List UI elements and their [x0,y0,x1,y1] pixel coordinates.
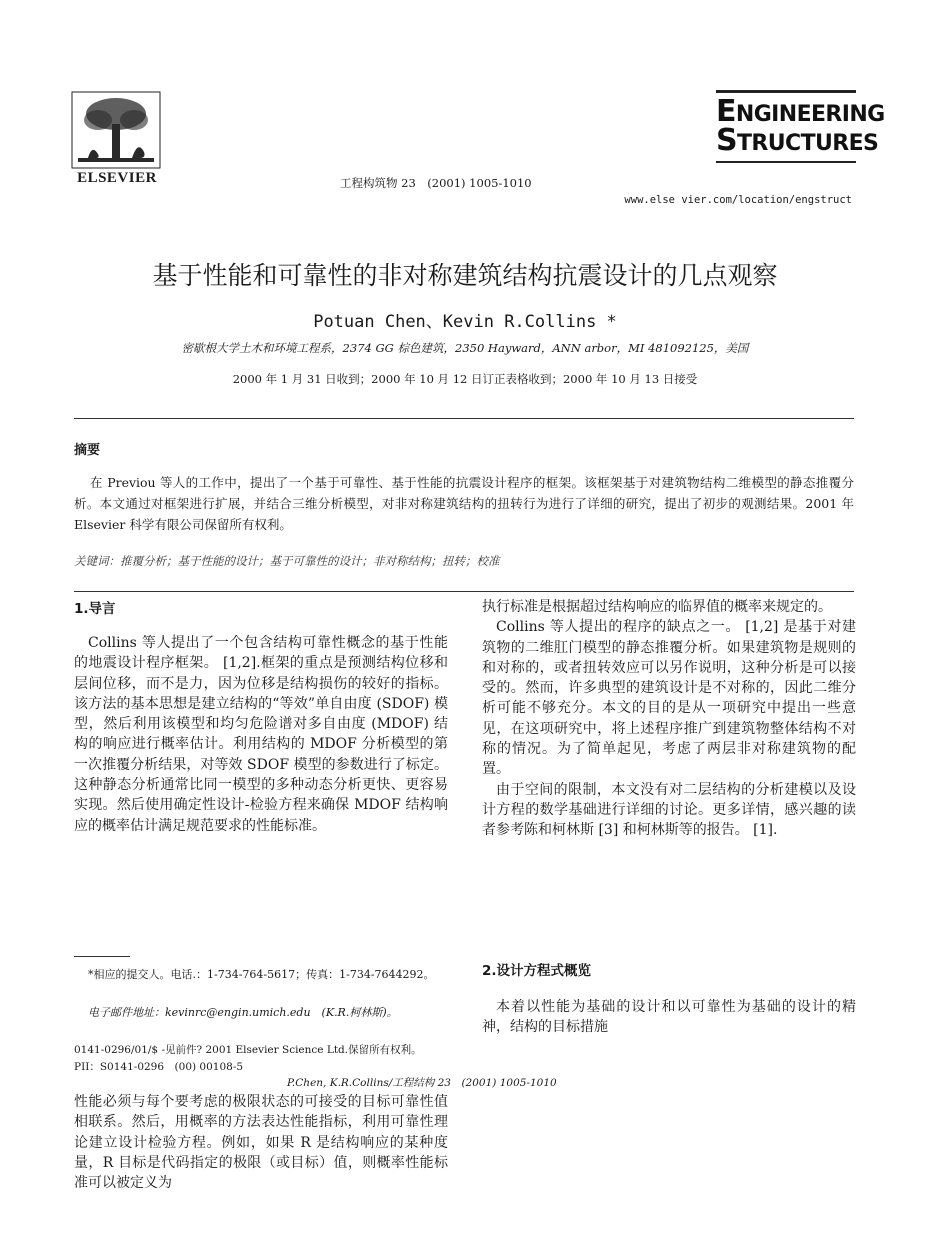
copyright-block [74,1042,422,1076]
section2-paragraph-1: 本着以性能为基础的设计和以可靠性为基础的设计的精神，结构的目标措施 [482,999,856,1036]
journal-logo-rule-top [716,90,856,93]
right-paragraph-2: Collins 等人提出的程序的缺点之一。 [1,2] 是基于对建筑物的二维肛门模型的静态推覆分析。如果建筑物是规则的和对称的，或者扭转效应可以另作说明，这种分析是可以接受的。然而，许多典型的建筑设计是不对称的，因此二维分析可能不够充分。本文的目的是从一项研究中提出一些意见，在这项研究中，将上述程序推广到建筑物整体结构不对称的情况。为了简单起见，考虑了两层非对称建筑物的配置。 [482,619,856,778]
footnote-divider [74,956,130,957]
page2-paragraph: 性能必须与每个要考虑的极限状态的可接受的目标可靠性值相联系。然后，用概率的方法表达性能指标，利用可靠性理论建立设计检验方程。例如，如果 R 是结构响应的某种度量，R 目标是代码指定的极限（或目标）值，则概率性能标准可以被定义为 [74,1094,448,1192]
section1-left-text [74,633,448,836]
right-paragraph-3: 由于空间的限制，本文没有对二层结构的分析建模以及设计方程的数学基础进行详细的讨论。更多详情，感兴趣的读者参考陈和柯林斯 [3] 和柯林斯等的报告。 [1]. [482,781,856,839]
author-affiliation: 密歇根大学土木和环境工程系，2374 GG 棕色建筑，2350 Hayward，ANN arbor，MI 481092125，美国 [181,341,749,355]
received-dates: 2000 年 1 月 31 日收到；2000 年 10 月 12 日订正表格收到；2000 年 10 月 13 日接受 [232,372,698,386]
journal-logo-line2 [716,123,879,158]
journal-logo-initial-e: E [716,94,736,129]
footnote-corresponding-author: *相应的提交人。电话.：1-734-764-5617；传真：1-734-7644292。 [88,968,435,981]
running-head: P.Chen, K.R.Collins/工程结构 23 (2001) 1005-1010 [287,1077,557,1089]
journal-logo-rule-bottom [716,161,856,163]
copyright-line-2: PII：S0141-0296 (00) 00108-5 [74,1061,244,1073]
journal-logo [716,90,885,169]
footnote-email: 电子邮件地址：kevinrc@engin.umich.edu (K.R.柯林斯)。 [88,1006,398,1019]
copyright-line-1: 0141-0296/01/$ -见前件? 2001 Elsevier Science Ltd.保留所有权利。 [74,1044,422,1056]
abstract-heading: 摘要 [74,443,101,458]
article-authors: Potuan Chen、Kevin R.Collins * [313,312,617,332]
section2-heading: 2.设计方程式概览 [482,963,592,979]
page2-text [74,1092,448,1193]
section1-paragraph-1: Collins 等人提出了一个包含结构可靠性概念的基于性能的地震设计程序框架。 [1,2].框架的重点是预测结构位移和层间位移，而不是力，因为位移是结构损伤的较好的指标。该方法的基本思想是建立结构的“等效”单自由度 (SDOF) 模型，然后利用该模型和均匀危险谱对多自由度 (MDOF) 结构的响应进行概率估计。利用结构的 MDOF 分析模型的第一次推覆分析结果，对等效 SDOF 模型的参数进行了标定。这种静态分析通常比同一模型的多种动态分析更快、更容易实现。然后使用确定性设计-检验方程来确保 MDOF 结构响应的概率估计满足规范要求的性能标准。 [74,635,448,834]
keywords: 关键词：推覆分析；基于性能的设计；基于可靠性的设计；非对称结构；扭转；校准 [74,554,500,568]
section2-text [482,997,856,1038]
divider-bottom [74,591,854,592]
publisher-name: ELSEVIER [77,170,157,186]
journal-logo-rest-2: TRUCTURES [737,131,879,156]
section1-heading: 1.导言 [74,601,116,617]
article-title: 基于性能和可靠性的非对称建筑结构抗震设计的几点观察 [152,261,778,290]
journal-url: www.else vier.com/location/engstruct [624,194,852,206]
right-paragraph-1: 执行标准是根据超过结构响应的临界值的概率来规定的。 [482,599,832,615]
journal-logo-initial-s: S [716,123,738,158]
abstract-text: 在 Previou 等人的工作中，提出了一个基于可靠性、基于性能的抗震设计程序的框架。该框架基于对建筑物结构二维模型的静态推覆分析。本文通过对框架进行扩展，并结合三维分析模型，对非对称建筑结构的扭转行为进行了详细的研究，提出了初步的观测结果。2001 年 Elsevier 科学有限公司保留所有权利。 [74,475,854,532]
journal-reference: 工程构筑物 23 (2001) 1005-1010 [340,176,532,190]
divider-top [74,418,854,419]
right-column-text [482,597,856,841]
journal-logo-rest-1: NGINEERING [735,102,885,127]
